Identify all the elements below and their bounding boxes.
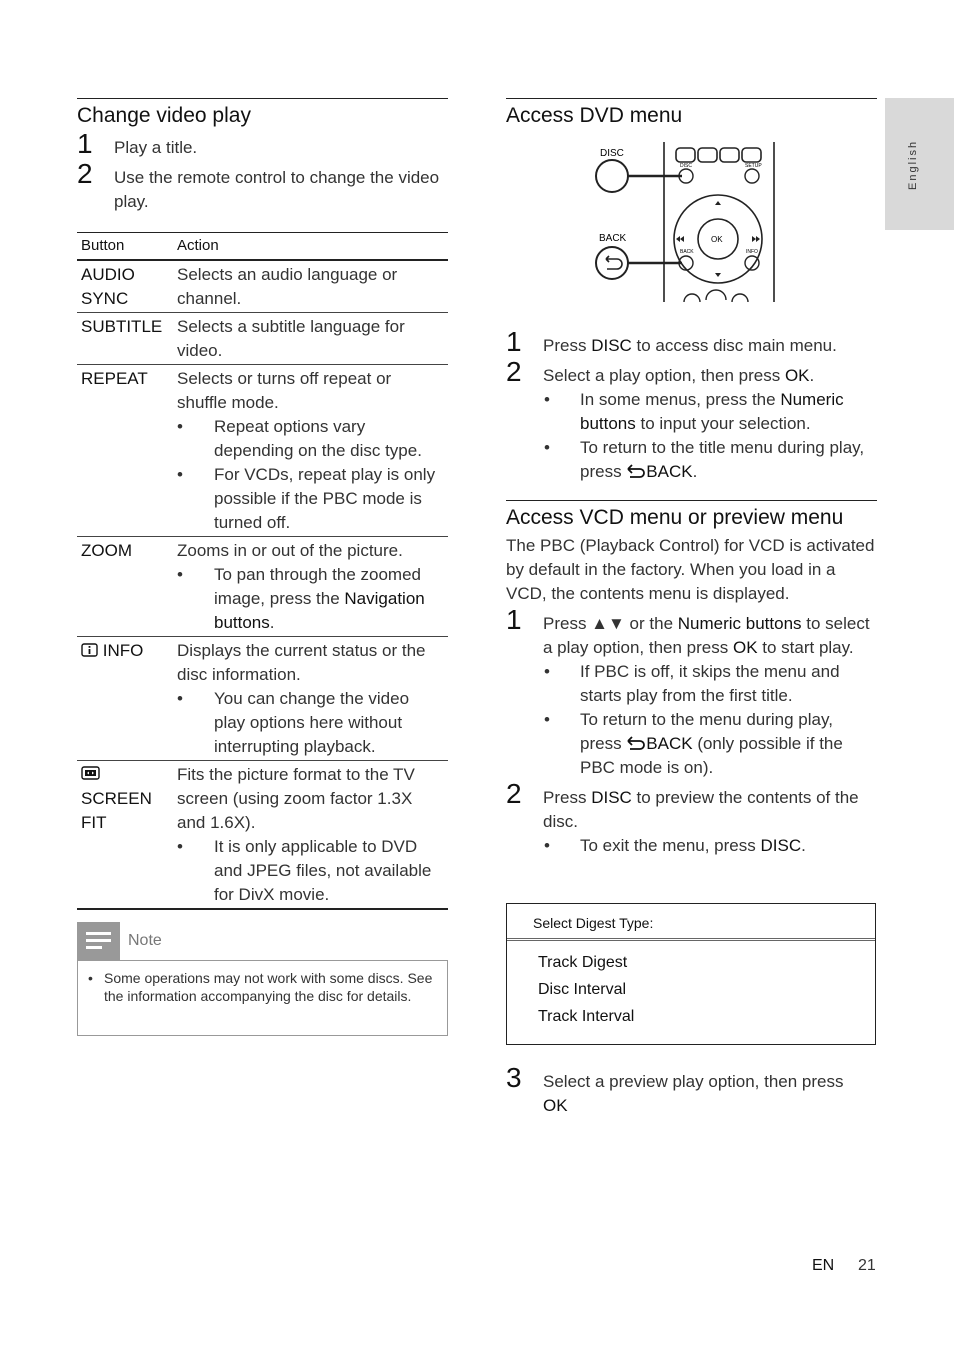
table-row <box>77 761 448 910</box>
action-text: Selects an audio language or channel. <box>177 265 398 308</box>
menu-divider <box>507 938 875 941</box>
step-number: 2 <box>506 356 522 387</box>
action-bullet: • For VCDs, repeat play is only possible if the PBC mode is turned off. <box>177 463 444 535</box>
navigation-buttons-keyword: Navigation buttons <box>214 589 425 632</box>
bullet-text: . <box>269 613 275 632</box>
action-cell <box>173 637 448 761</box>
step-1 <box>77 128 448 160</box>
note-label: Note <box>128 932 162 949</box>
select-digest-menu <box>506 903 876 1045</box>
language-tab <box>885 98 954 230</box>
note-icon <box>77 922 120 960</box>
small-disc-label: DISC <box>680 163 692 169</box>
step-text: . <box>809 366 815 385</box>
section-title: Access DVD menu <box>506 98 877 128</box>
bullet-text: To exit the menu, press <box>580 836 761 855</box>
step-number: 1 <box>506 604 522 635</box>
step-1 <box>506 604 877 660</box>
section-title-vcd: Access VCD menu or preview menu <box>506 500 877 530</box>
step-text: Use the remote control to change the video play. <box>114 168 440 211</box>
screen-fit-icon <box>81 766 100 780</box>
info-icon <box>81 643 98 657</box>
action-cell <box>173 537 448 637</box>
numeric-buttons-keyword: Numeric buttons <box>580 390 844 433</box>
bullet-text: (only possible if the PBC mode is on). <box>580 734 843 777</box>
menu-title: Select Digest Type: <box>533 915 654 931</box>
change-video-play-section <box>77 98 448 910</box>
access-dvd-menu-section <box>506 98 877 858</box>
step-text: to preview the contents of the disc. <box>543 788 859 831</box>
bullet-text: To return to the title menu during play, press <box>580 438 865 481</box>
action-bullet: • You can change the video play options here without interrupting playback. <box>177 687 444 759</box>
action-text: Selects or turns off repeat or shuffle mode. <box>177 369 392 412</box>
remote-control-illustration <box>506 142 877 312</box>
section-title: Change video play <box>77 98 448 128</box>
button-cell: ZOOM <box>77 537 173 637</box>
step-number: 1 <box>506 326 522 357</box>
button-cell: SUBTITLE <box>77 313 173 365</box>
ok-keyword: OK <box>732 638 758 657</box>
action-bullet <box>177 563 444 635</box>
bullet-text: To return to the menu during play, press <box>580 710 833 753</box>
header-action: Action <box>173 233 448 261</box>
back-keyword: BACK <box>646 734 693 753</box>
disc-keyword: DISC <box>760 836 802 855</box>
button-action-table <box>77 232 448 910</box>
note-content <box>77 960 448 1036</box>
button-cell: AUDIO SYNC <box>77 260 173 313</box>
back-callout-label: BACK <box>599 233 627 244</box>
table-row <box>77 637 448 761</box>
action-cell <box>173 365 448 537</box>
action-text: Fits the picture format to the TV screen (using zoom factor 1.3X and 1.6X). <box>177 765 415 832</box>
disc-keyword: DISC <box>591 336 632 355</box>
action-text: Zooms in or out of the picture. <box>177 541 403 560</box>
step-number: 2 <box>77 158 93 189</box>
action-bullet: • It is only applicable to DVD and JPEG files, not available for DivX movie. <box>177 835 444 907</box>
menu-item-track-digest[interactable]: Track Digest <box>538 954 628 971</box>
disc-keyword: DISC <box>591 788 632 807</box>
action-text: Selects a subtitle language for video. <box>177 317 405 360</box>
step-2 <box>506 778 877 834</box>
step-number: 2 <box>506 778 522 809</box>
ok-keyword: OK <box>543 1096 568 1115</box>
back-icon <box>626 464 646 478</box>
bullet-item: • If PBC is off, it skips the menu and starts play from the first title. <box>543 660 877 708</box>
header-button: Button <box>77 233 173 261</box>
step-text: Play a title. <box>114 138 198 157</box>
step-3 <box>506 1062 877 1118</box>
step-number: 1 <box>77 128 93 159</box>
step-text: Press <box>543 788 592 807</box>
button-label: SCREEN FIT <box>81 789 152 832</box>
bullet-text: To pan through the zoomed image, press the <box>214 565 421 608</box>
button-cell: REPEAT <box>77 365 173 537</box>
action-cell <box>173 761 448 910</box>
step-text: Press ▲▼ or the <box>543 614 678 633</box>
step-text: Select a preview play option, then press <box>543 1072 844 1091</box>
setup-label: SETUP <box>745 163 762 169</box>
table-row <box>77 260 448 313</box>
button-cell <box>77 637 173 761</box>
button-label: INFO <box>102 641 144 660</box>
table-row <box>77 365 448 537</box>
action-text: Displays the current status or the disc information. <box>177 641 426 684</box>
bullet-text: to input your selection. <box>635 414 811 433</box>
step-2 <box>77 158 448 214</box>
step-1 <box>506 326 877 358</box>
back-icon <box>626 736 646 750</box>
ok-keyword: OK <box>784 366 810 385</box>
bullet-text: In some menus, press the <box>580 390 781 409</box>
button-cell <box>77 761 173 910</box>
disc-callout-label: DISC <box>600 148 624 159</box>
note-box <box>77 922 448 1034</box>
pbc-paragraph: The PBC (Playback Control) for VCD is activated by default in the factory. When you load in a VCD, the contents menu is displayed. <box>506 536 875 603</box>
footer-language: EN <box>812 1257 835 1274</box>
bullet-item <box>543 708 877 780</box>
menu-item-track-interval[interactable]: Track Interval <box>538 1008 635 1025</box>
step-text: to select a play option, then press <box>543 614 870 657</box>
action-bullet: • Repeat options vary depending on the disc type. <box>177 415 444 463</box>
step-text: to start play. <box>757 638 854 657</box>
back-keyword: BACK <box>646 462 693 481</box>
action-cell <box>173 313 448 365</box>
bullet-item <box>543 388 877 436</box>
small-info-label: INFO <box>746 249 758 255</box>
bullet-text: . <box>692 462 698 481</box>
step-text: Select a play option, then press <box>543 366 785 385</box>
page-number: 21 <box>858 1257 876 1274</box>
table-row <box>77 537 448 637</box>
bullet-item <box>543 436 877 484</box>
step-text: to access disc main menu. <box>631 336 837 355</box>
menu-item-disc-interval[interactable]: Disc Interval <box>538 981 627 998</box>
note-text: • Some operations may not work with some discs. See the information accompanying the disc for details. <box>88 969 449 1005</box>
ok-label: OK <box>711 235 723 244</box>
step-number: 3 <box>506 1062 522 1093</box>
small-back-label: BACK <box>680 249 694 255</box>
bullet-text: . <box>801 836 806 855</box>
action-cell <box>173 260 448 313</box>
step-text: Press <box>543 336 592 355</box>
table-row <box>77 313 448 365</box>
language-tab-label: English <box>907 139 919 190</box>
step-2 <box>506 356 877 388</box>
numeric-buttons-keyword: Numeric buttons <box>677 614 802 633</box>
table-header <box>77 233 448 261</box>
bullet-item <box>543 834 877 858</box>
